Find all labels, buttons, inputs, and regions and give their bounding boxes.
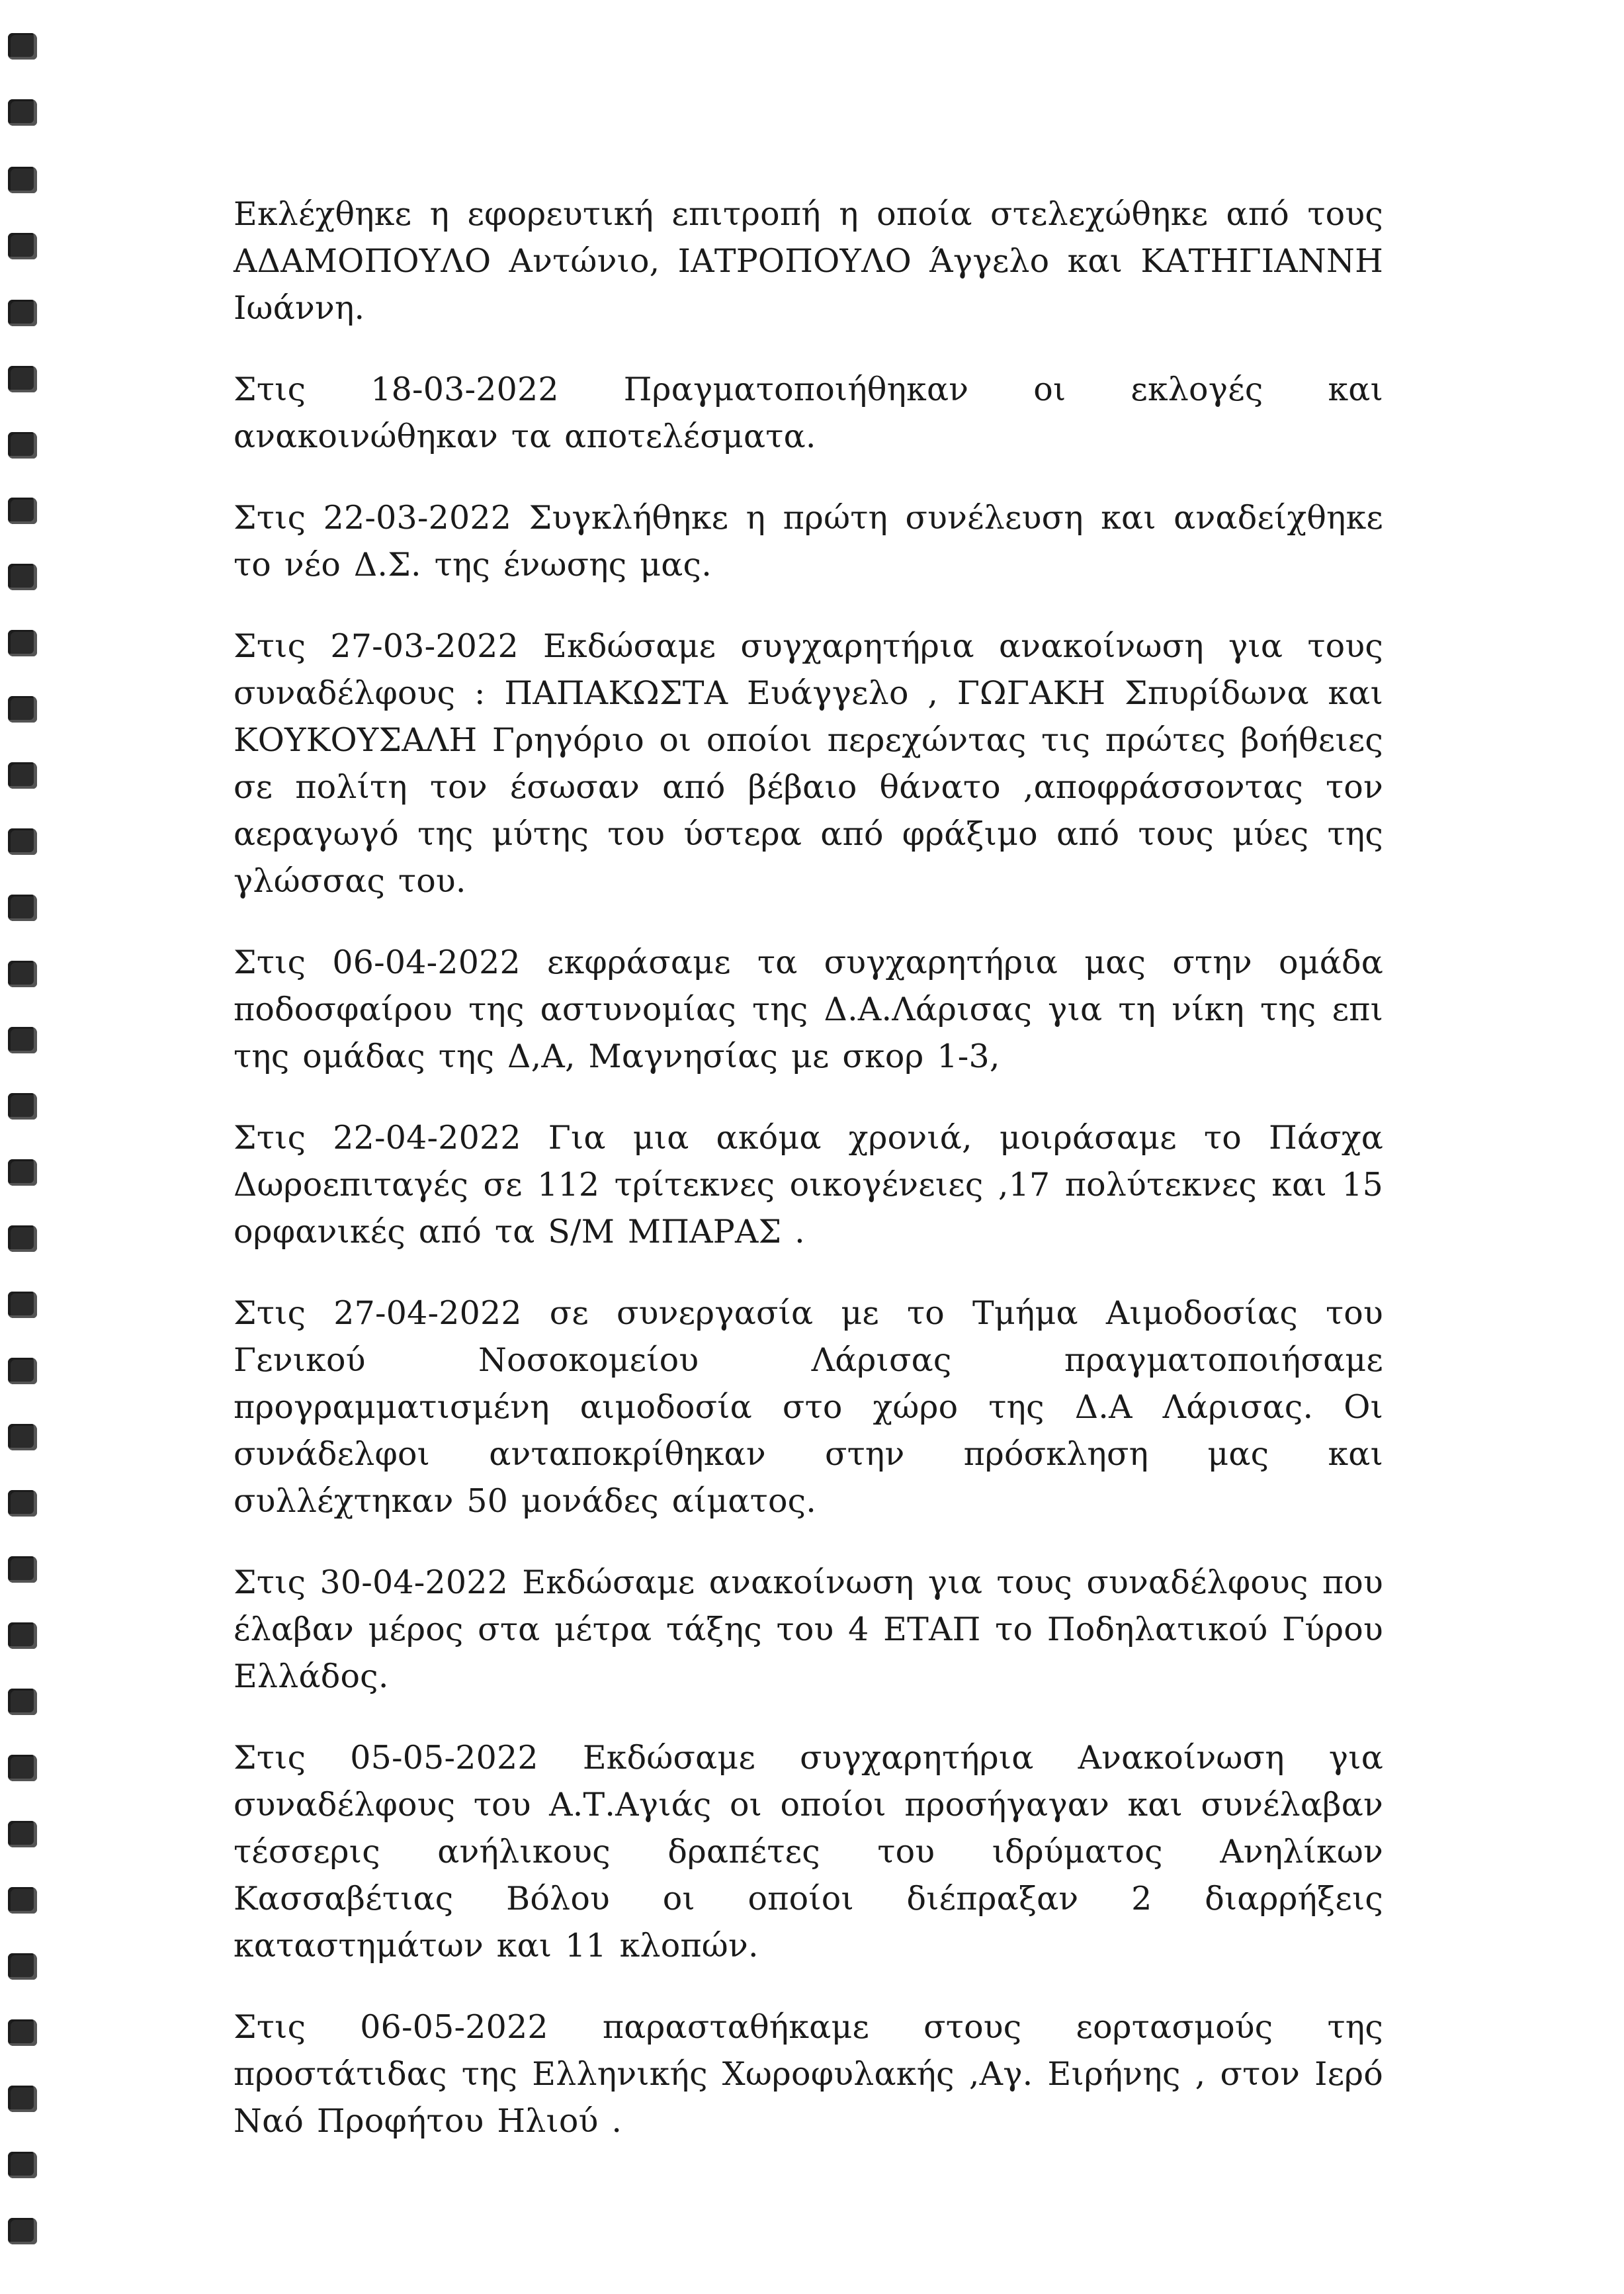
binding-hole (8, 696, 37, 723)
paragraph-easter-vouchers: Στις 22-04-2022 Για μια ακόμα χρονιά, μοιράσαμε το Πάσχα Δωροεπιταγές σε 112 τρίτεκνες οικογένειες ,17 πολύτεκνες και 15 ορφανικές από τα S/M ΜΠΑΡΑΣ . (234, 1119, 1383, 1251)
binding-hole (8, 630, 37, 656)
binding-hole (8, 1755, 37, 1781)
binding-hole (8, 1953, 37, 1980)
paragraph-cycling-tour: Στις 30-04-2022 Εκδώσαμε ανακοίνωση για τους συναδέλφους που έλαβαν μέρος στα μέτρα τάξης του 4 ΕΤΑΠ το Ποδηλατικού Γύρου Ελλάδος. (234, 1564, 1383, 1695)
paragraph-first-assembly: Στις 22-03-2022 Συγκλήθηκε η πρώτη συνέλευση και αναδείχθηκε το νέο Δ.Σ. της ένωσης μας. (234, 499, 1383, 584)
paragraph-blood-donation: Στις 27-04-2022 σε συνεργασία με το Τμήμα Αιμοδοσίας του Γενικού Νοσοκομείου Λάρισας πραγματοποιήσαμε προγραμματισμένη αιμοδοσία στο χώρο της Δ.Α Λάρισας. Οι συνάδελφοι ανταποκρίθηκαν στην πρόσκληση μας και συλλέχτηκαν 50 μονάδες αίματος. (234, 1294, 1383, 1520)
binding-hole (8, 1887, 37, 1914)
binding-hole (8, 1159, 37, 1186)
paragraph-agia-arrests: Στις 05-05-2022 Εκδώσαμε συγχαρητήρια Ανακοίνωση για συναδέλφους του Α.Τ.Αγιάς οι οποίοι προσήγαγαν και συνέλαβαν τέσσερις ανήλικους δραπέτες του ιδρύματος Ανηλίκων Κασσαβέτιας Βόλου οι οποίοι διέπραξαν 2 διαρρήξεις καταστημάτων και 11 κλοπών. (234, 1739, 1383, 1964)
binding-hole (8, 1490, 37, 1517)
binding-hole (8, 1424, 37, 1450)
binding-hole (8, 498, 37, 524)
document-body (234, 191, 1383, 2179)
binding-hole (8, 1225, 37, 1252)
binding-hole (8, 233, 37, 259)
binding-hole (8, 167, 37, 193)
binding-hole (8, 2086, 37, 2112)
binding-hole (8, 1292, 37, 1318)
binding-hole (8, 828, 37, 855)
binding-hole (8, 300, 37, 326)
binding-hole (8, 366, 37, 392)
binding-hole (8, 1556, 37, 1583)
binding-hole (8, 1358, 37, 1384)
binding-hole (8, 99, 37, 126)
binding-hole (8, 2019, 37, 2046)
binding-hole (8, 2152, 37, 2178)
paragraph-election-committee: Εκλέχθηκε η εφορευτική επιτροπή η οποία στελεχώθηκε από τους ΑΔΑΜΟΠΟΥΛΟ Αντώνιο, ΙΑΤΡΟΠΟΥΛΟ Άγγελο και ΚΑΤΗΓΙΑΝΝΗ Ιωάννη. (234, 195, 1383, 327)
binding-hole (8, 564, 37, 590)
binding-hole (8, 961, 37, 987)
paragraph-football-team: Στις 06-04-2022 εκφράσαμε τα συγχαρητήρια μας στην ομάδα ποδοσφαίρου της αστυνομίας της Δ.Α.Λάρισας για τη νίκη της επι της ομάδας της Δ,Α, Μαγνησίας με σκορ 1-3, (234, 944, 1383, 1075)
binding-hole (8, 1093, 37, 1120)
binding-hole (8, 33, 37, 60)
paragraph-congratulations-first-aid: Στις 27-03-2022 Εκδώσαμε συγχαρητήρια ανακοίνωση για τους συναδέλφους : ΠΑΠΑΚΩΣΤΑ Ευάγγελο , ΓΩΓΑΚΗ Σπυρίδωνα και ΚΟΥΚΟΥΣΑΛΗ Γρηγόριο οι οποίοι περεχώντας τις πρώτες βοήθειες σε πολίτη τον έσωσαν από βέβαιο θάνατο ,αποφράσσοντας τον αεραγωγό της μύτης του ύστερα από φράξιμο από τους μύες της γλώσσας του. (234, 627, 1383, 900)
paragraph-patron-saint-celebration: Στις 06-05-2022 παρασταθήκαμε στους εορτασμούς της προστάτιδας της Ελληνικής Χωροφυλακής ,Αγ. Ειρήνης , στον Ιερό Ναό Προφήτου Ηλιού . (234, 2008, 1383, 2140)
binding-hole (8, 1821, 37, 1847)
binding-hole (8, 2218, 37, 2244)
binding-hole (8, 895, 37, 921)
binding-hole (8, 1622, 37, 1649)
binding-hole (8, 432, 37, 459)
binding-hole (8, 762, 37, 789)
binding-hole (8, 1027, 37, 1053)
paragraph-elections-results: Στις 18-03-2022 Πραγματοποιήθηκαν οι εκλογές και ανακοινώθηκαν τα αποτελέσματα. (234, 371, 1383, 455)
binding-hole (8, 1689, 37, 1715)
binding-holes (8, 0, 41, 2294)
